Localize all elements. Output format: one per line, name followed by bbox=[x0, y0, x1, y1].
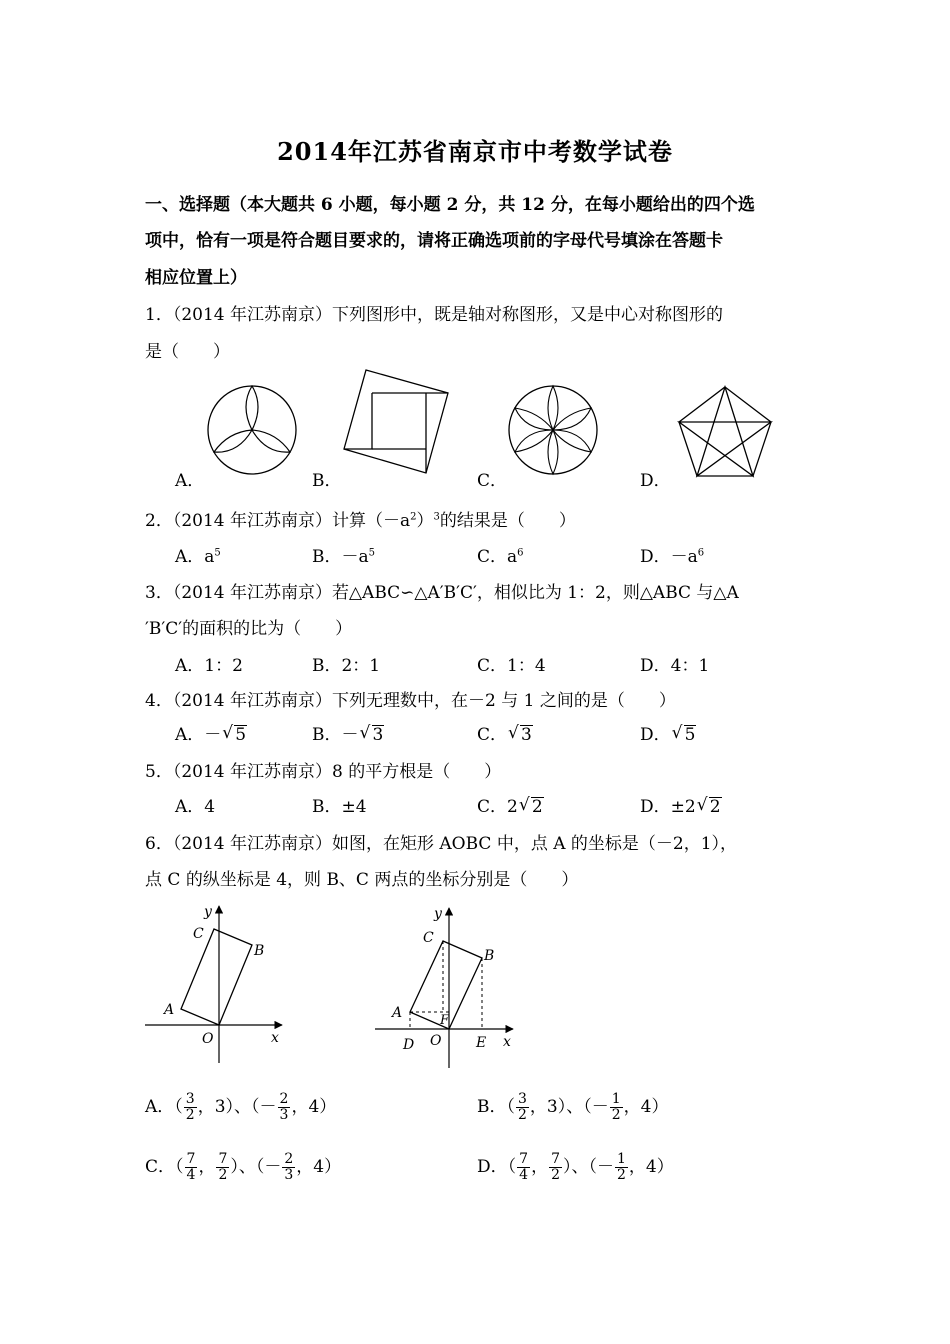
q4-option-c[interactable]: C．√ 3 bbox=[477, 720, 533, 745]
q6-stem-line-2: 点 C 的纵坐标是 4，则 B、C 两点的坐标分别是（ ） bbox=[145, 870, 579, 890]
q1-option-d[interactable]: D． bbox=[640, 471, 671, 491]
section-header-line-1: 一、选择题（本大题共 6 小题，每小题 2 分，共 12 分，在每小题给出的四个选 bbox=[145, 195, 755, 215]
q1-option-b[interactable]: B． bbox=[312, 471, 342, 491]
q6-fig1-label-y: y bbox=[204, 904, 212, 920]
q6-fig2-label-a: A bbox=[392, 1005, 403, 1021]
q6-fig2-label-o: O bbox=[430, 1033, 442, 1049]
q1-option-a[interactable]: A． bbox=[175, 471, 205, 491]
q3-stem-line-2: ′B′C′的面积的比为（ ） bbox=[145, 619, 353, 639]
q6-fig2-label-x: x bbox=[503, 1034, 511, 1050]
q1-figure-d-pentagram bbox=[675, 382, 775, 482]
q6-figure-2-rectangle-with-projections bbox=[370, 898, 520, 1070]
q5-option-a[interactable]: A．4 bbox=[175, 797, 216, 817]
q6-fig2-label-e: E bbox=[476, 1035, 487, 1051]
q2-stem: 2．（2014 年江苏南京）计算$(-a^2)^3$的结果是（ ） bbox=[145, 511, 576, 531]
q2-option-c[interactable]: C．$a^6$ bbox=[477, 547, 524, 567]
q5-option-b[interactable]: B．±4 bbox=[312, 797, 367, 817]
q2-option-d[interactable]: D．$-a^6$ bbox=[640, 547, 705, 567]
q6-fig1-label-x: x bbox=[271, 1030, 279, 1046]
q6-stem-line-1: 6．（2014 年江苏南京）如图，在矩形 AOBC 中，点 A 的坐标是（－2，1）， bbox=[145, 834, 738, 854]
q1-figure-b-tilted-squares bbox=[336, 365, 456, 480]
section-header-line-3: 相应位置上） bbox=[145, 268, 247, 288]
q6-fig1-label-o: O bbox=[202, 1031, 214, 1047]
q6-fig2-label-y: y bbox=[434, 906, 442, 922]
q2-option-b[interactable]: B．$-a^5$ bbox=[312, 547, 376, 567]
q6-option-d[interactable]: D．（ $\frac{7}{4}$ ， $\frac{7}{2}$ ）、（－ $\frac{1}{2}$ ，4） bbox=[477, 1151, 674, 1183]
page-title: 2014年江苏省南京市中考数学试卷 bbox=[277, 137, 673, 166]
q3-option-d[interactable]: D．4：1 bbox=[640, 656, 710, 676]
section-header-line-2: 项中，恰有一项是符合题目要求的，请将正确选项前的字母代号填涂在答题卡 bbox=[145, 231, 723, 251]
q4-option-a[interactable]: A．－√ 5 bbox=[175, 720, 247, 745]
q5-option-d[interactable]: D．±2√ 2 bbox=[640, 792, 722, 817]
q6-fig1-label-a: A bbox=[164, 1002, 175, 1018]
q6-option-c[interactable]: C．（ $\frac{7}{4}$ ， $\frac{7}{2}$ ）、（－ $\frac{2}{3}$ ，4） bbox=[145, 1151, 342, 1183]
q3-option-b[interactable]: B．2：1 bbox=[312, 656, 381, 676]
q1-figure-c-circle-flower bbox=[503, 380, 603, 480]
q3-option-c[interactable]: C．1：4 bbox=[477, 656, 546, 676]
q6-option-a[interactable]: A．（ $\frac{3}{2}$ ，3）、（－ $\frac{2}{3}$ ，4） bbox=[145, 1091, 337, 1123]
q4-stem: 4．（2014 年江苏南京）下列无理数中，在－2 与 1 之间的是（ ） bbox=[145, 691, 676, 711]
q6-figure-1-rectangle-aobc bbox=[140, 898, 290, 1066]
q3-option-a[interactable]: A．1：2 bbox=[175, 656, 243, 676]
q6-fig2-label-d: D bbox=[403, 1037, 415, 1053]
q6-fig2-label-b: B bbox=[484, 948, 495, 964]
q6-fig2-label-f: F bbox=[440, 1013, 450, 1028]
q6-option-b[interactable]: B．（ $\frac{3}{2}$ ，3）、（－ $\frac{1}{2}$ ，4） bbox=[477, 1091, 669, 1123]
q6-fig1-label-c: C bbox=[193, 926, 204, 942]
q1-figure-a-circle-trefoil bbox=[202, 380, 302, 480]
q6-fig1-label-b: B bbox=[254, 943, 265, 959]
q4-option-b[interactable]: B．－√ 3 bbox=[312, 720, 384, 745]
q1-stem-line-1: 1．（2014 年江苏南京）下列图形中，既是轴对称图形，又是中心对称图形的 bbox=[145, 305, 723, 325]
q5-option-c[interactable]: C．2√ 2 bbox=[477, 792, 544, 817]
q4-option-d[interactable]: D．√ 5 bbox=[640, 720, 696, 745]
q2-option-a[interactable]: A．$a^5$ bbox=[175, 547, 221, 567]
q6-fig2-label-c: C bbox=[423, 930, 434, 946]
q1-option-c[interactable]: C． bbox=[477, 471, 508, 491]
q1-stem-line-2: 是（ ） bbox=[145, 342, 230, 362]
q5-stem: 5．（2014 年江苏南京）8 的平方根是（ ） bbox=[145, 762, 502, 782]
q3-stem-line-1: 3．（2014 年江苏南京）若△ABC∽△A′B′C′，相似比为 1：2，则△ABC 与△A bbox=[145, 583, 739, 603]
